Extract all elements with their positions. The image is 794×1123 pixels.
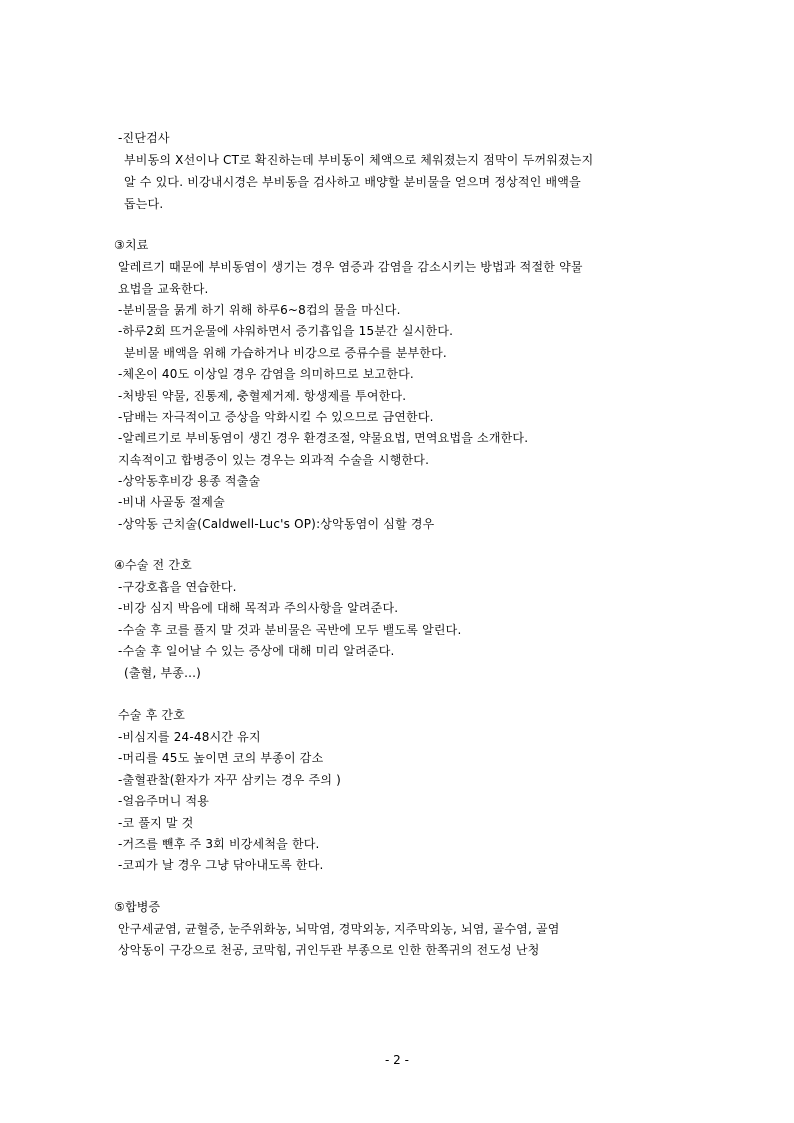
diagnostic-line-3: 돕는다.: [124, 197, 164, 211]
complications-line: 상악동이 구강으로 천공, 코막힘, 귀인두관 부종으로 인한 한쪽귀의 전도성 난청: [118, 943, 540, 957]
page-number: - 2 -: [385, 1053, 409, 1067]
preop-item: -구강호흡을 연습한다.: [118, 580, 237, 594]
treatment-item: -체온이 40도 이상일 경우 감염을 의미하므로 보고한다.: [118, 367, 414, 381]
preop-item: -수술 후 코를 풀지 말 것과 분비물은 곡반에 모두 뱉도록 알린다.: [118, 623, 462, 637]
postop-item: -비심지를 24-48시간 유지: [118, 730, 261, 744]
treatment-item: -하루2회 뜨거운물에 샤워하면서 증기흡입을 15분간 실시한다.: [118, 324, 454, 338]
postop-item: -코피가 날 경우 그냥 닦아내도록 한다.: [118, 858, 324, 872]
treatment-surgery-item: -비내 사골동 절제술: [118, 495, 225, 509]
treatment-item: 분비물 배액을 위해 가습하거나 비강으로 증류수를 분부한다.: [124, 346, 447, 360]
diagnostic-line-1: 부비동의 X선이나 CT로 확진하는데 부비동이 체액으로 체워졌는지 점막이 두꺼워졌는지: [124, 153, 594, 167]
diagnostic-line-2: 알 수 있다. 비강내시경은 부비동을 검사하고 배양할 분비물을 얻으며 정상적인 배액을: [124, 175, 581, 189]
treatment-intro-line-2: 요법을 교육한다.: [118, 282, 209, 296]
treatment-item: -알레르기로 부비동염이 생긴 경우 환경조절, 약물요법, 면역요법을 소개한다.: [118, 431, 529, 445]
treatment-surgery-item: -상악동 근치술(Caldwell-Luc's OP):상악동염이 심할 경우: [118, 517, 435, 531]
postop-item: -출혈관찰(환자가 자꾸 삼키는 경우 주의 ): [118, 773, 342, 787]
postop-item: -머리를 45도 높이면 코의 부종이 감소: [118, 751, 324, 765]
treatment-surgery-intro: 지속적이고 합병증이 있는 경우는 외과적 수술을 시행한다.: [118, 453, 430, 467]
complications-heading: ⑤합병증: [114, 900, 161, 914]
postop-item: -얼음주머니 적용: [118, 794, 210, 808]
preop-item: -수술 후 일어날 수 있는 증상에 대해 미리 알려준다.: [118, 644, 395, 658]
treatment-item: -처방된 약물, 진통제, 충혈제거제. 항생제를 투여한다.: [118, 389, 407, 403]
diagnostic-heading: -진단검사: [118, 131, 170, 145]
preop-item: (출혈, 부종...): [124, 666, 202, 680]
treatment-intro-line-1: 알레르기 때문에 부비동염이 생기는 경우 염증과 감염을 감소시키는 방법과 적절한 약물: [118, 260, 583, 274]
treatment-heading: ③치료: [114, 238, 149, 252]
postop-item: -거즈를 뺀후 주 3회 비강세척을 한다.: [118, 837, 320, 851]
postop-heading: 수술 후 간호: [118, 708, 185, 722]
preop-heading: ④수술 전 간호: [114, 558, 192, 572]
treatment-surgery-item: -상악동후비강 용종 적출술: [118, 474, 261, 488]
treatment-item: -담배는 자극적이고 증상을 악화시킬 수 있으므로 금연한다.: [118, 410, 434, 424]
treatment-item: -분비물을 묽게 하기 위해 하루6~8컵의 물을 마신다.: [118, 303, 401, 317]
preop-item: -비강 심지 박음에 대해 목적과 주의사항을 알려준다.: [118, 601, 399, 615]
complications-line: 안구세균염, 균혈증, 눈주위화농, 뇌막염, 경막외농, 지주막외농, 뇌염, 골수염, 골염: [118, 922, 560, 936]
postop-item: -코 풀지 말 것: [118, 816, 194, 830]
